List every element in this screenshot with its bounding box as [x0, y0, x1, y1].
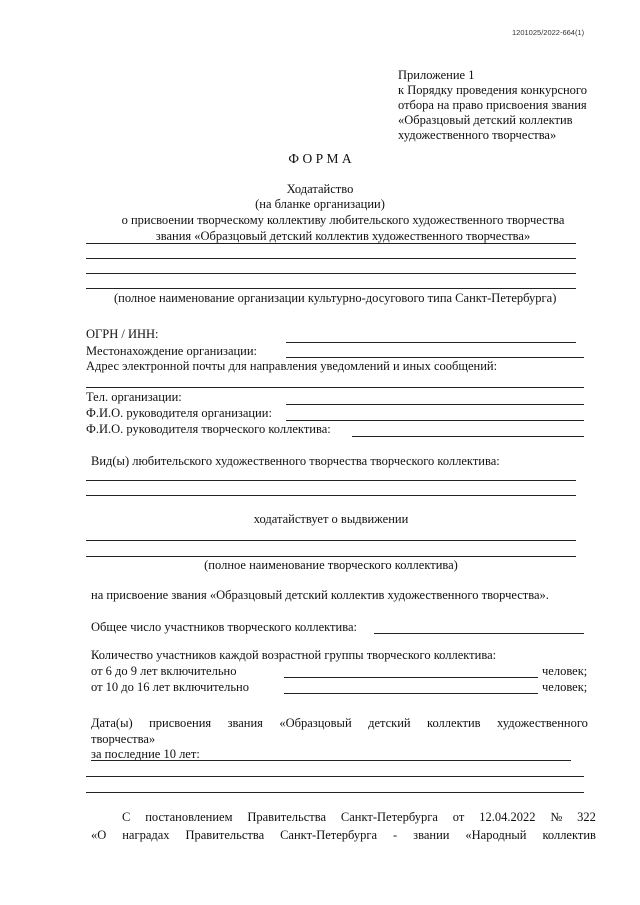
- team-name-line: [86, 540, 576, 541]
- age-group-2-field: [284, 693, 538, 694]
- ogrn-label: ОГРН / ИНН:: [86, 327, 159, 341]
- art-types-label: Вид(ы) любительского художественного творчества творческого коллектива:: [91, 454, 500, 468]
- org-name-line: [86, 273, 576, 274]
- footer-word: -: [393, 828, 398, 842]
- footer-word: 12.04.2022: [479, 810, 536, 824]
- ogrn-field: [286, 342, 576, 343]
- age-group-2-unit: человек;: [542, 680, 588, 694]
- art-types-line: [86, 480, 576, 481]
- org-name-caption: (полное наименование организации культурно-досугового типа Санкт-Петербурга): [114, 291, 557, 305]
- org-name-line: [86, 288, 576, 289]
- form-title: Ф О Р М А: [288, 151, 352, 166]
- document-number: 1201025/2022-664(1): [512, 28, 585, 37]
- head-org-field: [286, 420, 584, 421]
- head-team-label: Ф.И.О. руководителя творческого коллектива:: [86, 422, 331, 436]
- dates-line: [91, 760, 571, 761]
- phone-label: Тел. организации:: [86, 390, 182, 404]
- team-name-line: [86, 556, 576, 557]
- email-label: Адрес электронной почты для направления уведомлений и иных сообщений:: [86, 359, 498, 373]
- footer-word: Правительства: [185, 828, 265, 842]
- footer-word: «Народный: [465, 828, 527, 842]
- dates-word: «Образцовый: [279, 716, 352, 730]
- footer-word: постановлением: [145, 810, 233, 824]
- location-field: [286, 357, 584, 358]
- dates-word: детский: [368, 716, 411, 730]
- footer-word: «О: [91, 828, 107, 842]
- head-org-label: Ф.И.О. руководителя организации:: [86, 406, 272, 420]
- age-groups-label: Количество участников каждой возрастной группы творческого коллектива:: [91, 648, 497, 662]
- footer-word: Санкт-Петербурга: [280, 828, 378, 842]
- dates-label-cont: творчества»: [91, 732, 156, 746]
- age-group-1-field: [284, 677, 538, 678]
- petition-text: [86, 512, 576, 527]
- email-field: [86, 387, 584, 388]
- dates-word: художественного: [496, 716, 588, 730]
- total-members-field: [374, 633, 584, 634]
- dates-label: [91, 716, 588, 731]
- petition-text-label: ходатайствует о выдвижении: [248, 512, 415, 526]
- total-members-label: Общее число участников творческого коллектива:: [91, 620, 357, 634]
- phone-field: [286, 404, 584, 405]
- footer-word: №: [550, 810, 563, 824]
- footer-word: Правительства: [247, 810, 327, 824]
- petition-title: Ходатайство: [286, 182, 354, 196]
- head-team-field: [352, 436, 584, 437]
- blank-line: [86, 243, 576, 244]
- dates-word: Дата(ы): [91, 716, 133, 730]
- dates-line: [86, 792, 584, 793]
- dates-word: коллектив: [427, 716, 481, 730]
- appendix-line: к Порядку проведения конкурсного: [398, 83, 587, 97]
- footer-line-1: [122, 810, 596, 825]
- art-types-line: [86, 495, 576, 496]
- footer-line-2: [91, 828, 596, 843]
- age-group-2-label: от 10 до 16 лет включительно: [91, 680, 249, 694]
- team-name-caption: (полное наименование творческого коллектива): [204, 558, 458, 572]
- org-name-line: [86, 258, 576, 259]
- footer-word: С: [122, 810, 131, 824]
- footer-word: наградах: [122, 828, 170, 842]
- location-label: Местонахождение организации:: [86, 344, 258, 358]
- dates-line: [86, 776, 584, 777]
- age-group-1-unit: человек;: [542, 664, 588, 678]
- dates-period-label: за последние 10 лет:: [91, 747, 200, 761]
- appendix-line: «Образцовый детский коллектив: [398, 113, 573, 127]
- petition-subtitle: (на бланке организации): [255, 197, 385, 211]
- dates-word: присвоения: [149, 716, 212, 730]
- footer-word: от: [452, 810, 465, 824]
- footer-word: 322: [577, 810, 596, 824]
- footer-word: коллектив: [542, 828, 596, 842]
- age-group-1-label: от 6 до 9 лет включительно: [91, 664, 237, 678]
- petition-heading-line2: звания «Образцовый детский коллектив художественного творчества»: [155, 229, 531, 243]
- title-request: на присвоение звания «Образцовый детский коллектив художественного творчества».: [91, 588, 549, 602]
- appendix-line: отбора на право присвоения звания: [398, 98, 587, 112]
- appendix-block: [398, 68, 587, 143]
- dates-word: звания: [227, 716, 263, 730]
- appendix-line: Приложение 1: [398, 68, 475, 82]
- petition-heading-line1: о присвоении творческому коллективу любительского художественного творчества: [121, 213, 565, 227]
- footer-word: Санкт-Петербурга: [340, 810, 438, 824]
- appendix-line: художественного творчества»: [398, 128, 557, 142]
- footer-word: звании: [413, 828, 450, 842]
